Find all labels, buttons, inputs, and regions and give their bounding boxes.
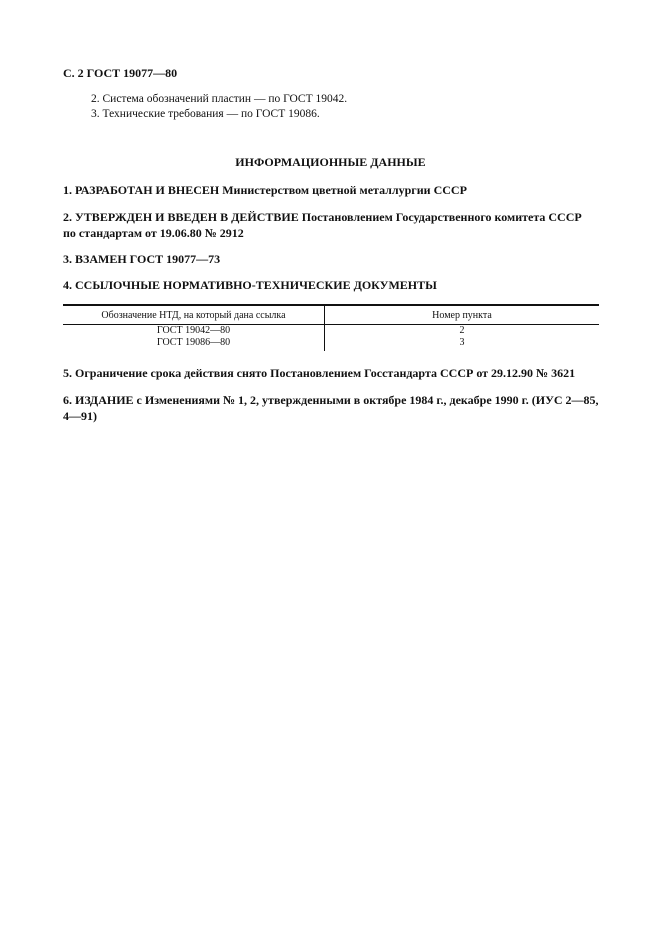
info-item-6 xyxy=(63,393,608,424)
column-header-clause: Номер пункта xyxy=(325,305,600,325)
info-item-6-line-1: 6. ИЗДАНИЕ с Изменениями № 1, 2, утвержденными в октябре 1984 г., декабре 1990 г. (ИУС 2—85, xyxy=(63,393,599,407)
intro-item-2: 2. Система обозначений пластин — по ГОСТ 19042. xyxy=(91,93,348,105)
table-row xyxy=(63,337,599,351)
info-item-2 xyxy=(63,210,608,241)
intro-item-3: 3. Технические требования — по ГОСТ 19086. xyxy=(91,108,320,120)
table-cell-clause: 3 xyxy=(459,337,465,348)
section-title: ИНФОРМАЦИОННЫЕ ДАННЫЕ xyxy=(235,155,426,169)
table-cell-document: ГОСТ 19086—80 xyxy=(63,337,325,351)
running-head: С. 2 ГОСТ 19077—80 xyxy=(63,66,178,80)
table-header-row xyxy=(63,305,599,325)
info-item-3: 3. ВЗАМЕН ГОСТ 19077—73 xyxy=(63,252,221,266)
info-item-2-line-2: по стандартам от 19.06.80 № 2912 xyxy=(63,225,244,240)
references-table xyxy=(63,304,599,351)
info-item-6-line-2: 4—91) xyxy=(63,408,97,423)
column-header-document: Обозначение НТД, на который дана ссылка xyxy=(63,305,325,325)
table-cell-clause: 2 xyxy=(459,325,465,336)
info-item-2-line-1: 2. УТВЕРЖДЕН И ВВЕДЕН В ДЕЙСТВИЕ Постановлением Государственного комитета СССР xyxy=(63,210,582,224)
table-row xyxy=(63,325,599,338)
info-item-1: 1. РАЗРАБОТАН И ВНЕСЕН Министерством цветной металлургии СССР xyxy=(63,183,467,197)
table-cell-document: ГОСТ 19042—80 xyxy=(63,325,325,338)
info-item-5: 5. Ограничение срока действия снято Постановлением Госстандарта СССР от 29.12.90 № 3621 xyxy=(63,366,576,380)
info-item-4: 4. ССЫЛОЧНЫЕ НОРМАТИВНО-ТЕХНИЧЕСКИЕ ДОКУМЕНТЫ xyxy=(63,278,437,292)
